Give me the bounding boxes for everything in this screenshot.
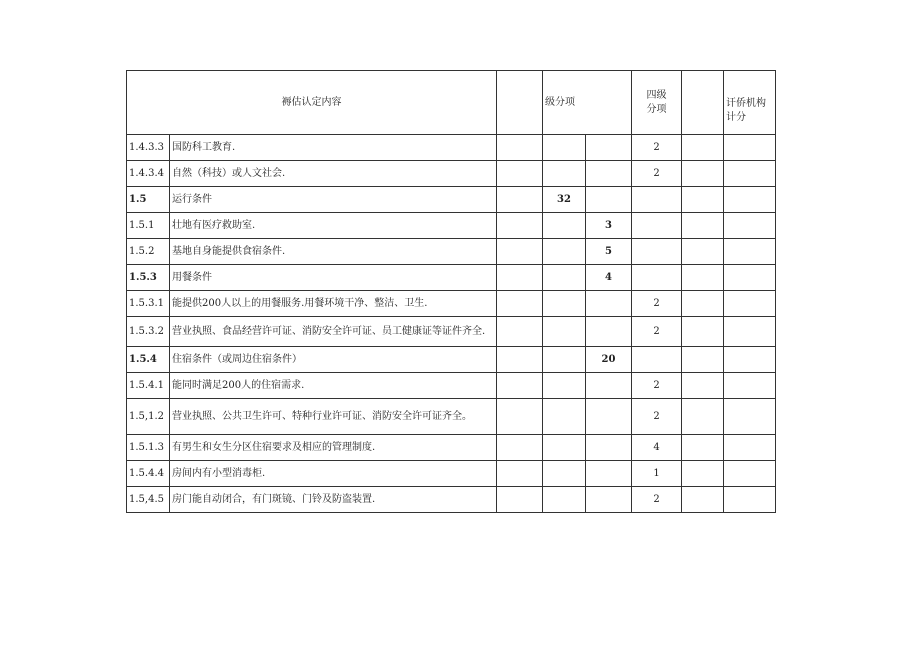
table-row <box>127 265 776 291</box>
table-row <box>127 135 776 161</box>
table-row <box>127 161 776 187</box>
blank-cell <box>682 435 724 461</box>
table-row <box>127 373 776 399</box>
level3-score <box>586 373 632 399</box>
level3-score: 20 <box>586 347 632 373</box>
table-row <box>127 291 776 317</box>
item-text: 能提供200人以上的用餐服务.用餐环境干净、整洁、卫生. <box>170 291 497 317</box>
org-score-cell <box>724 265 776 291</box>
item-code: 1.5.4 <box>127 347 170 373</box>
item-code: 1.5,1.2 <box>127 399 170 435</box>
blank-cell <box>497 347 543 373</box>
level4-score: 1 <box>632 461 682 487</box>
blank-cell <box>497 373 543 399</box>
level4-score: 2 <box>632 399 682 435</box>
level3-score <box>586 399 632 435</box>
level3-score <box>586 317 632 347</box>
org-score-cell <box>724 347 776 373</box>
blank-cell <box>682 161 724 187</box>
table-body <box>127 135 776 513</box>
level4-header <box>632 71 682 135</box>
table-row <box>127 317 776 347</box>
org-score-header <box>724 71 776 135</box>
blank-cell <box>497 161 543 187</box>
item-text: 房门能自动闭合，有门斑镜、门铃及防盗装置. <box>170 487 497 513</box>
level3-score: 4 <box>586 265 632 291</box>
level3-score: 5 <box>586 239 632 265</box>
org-score-cell <box>724 317 776 347</box>
level2-score <box>543 373 586 399</box>
blank-cell <box>497 265 543 291</box>
item-text: 用餐条件 <box>170 265 497 291</box>
level4-score: 2 <box>632 161 682 187</box>
level2-score <box>543 347 586 373</box>
item-text: 营业执照、食品经营许可证、消防安全许可证、员工健康证等证件齐全. <box>170 317 497 347</box>
level4-score: 4 <box>632 435 682 461</box>
level4-score: 2 <box>632 487 682 513</box>
blank-cell <box>682 487 724 513</box>
level4-score: 2 <box>632 373 682 399</box>
level2-score <box>543 435 586 461</box>
blank-cell <box>682 347 724 373</box>
org-score-cell <box>724 373 776 399</box>
item-code: 1.5.2 <box>127 239 170 265</box>
org-score-cell <box>724 213 776 239</box>
level2-score <box>543 291 586 317</box>
level2-score <box>543 317 586 347</box>
header-blank-2 <box>682 71 724 135</box>
item-code: 1.4.3.3 <box>127 135 170 161</box>
item-code: 1.5.1 <box>127 213 170 239</box>
level3-score <box>586 135 632 161</box>
org-score-cell <box>724 487 776 513</box>
content-header <box>127 71 497 135</box>
level4-score: 2 <box>632 317 682 347</box>
level3-score <box>586 435 632 461</box>
level3-score <box>586 487 632 513</box>
level2-score <box>543 213 586 239</box>
evaluation-table <box>126 70 776 513</box>
blank-cell <box>682 265 724 291</box>
org-score-header-line2: 计分 <box>726 111 746 123</box>
blank-cell <box>682 213 724 239</box>
org-score-cell <box>724 435 776 461</box>
table-row <box>127 239 776 265</box>
header-blank-1 <box>497 71 543 135</box>
blank-cell <box>682 135 724 161</box>
level3-score <box>586 161 632 187</box>
level3-score <box>586 291 632 317</box>
blank-cell <box>497 213 543 239</box>
table-row <box>127 399 776 435</box>
blank-cell <box>682 239 724 265</box>
org-score-cell <box>724 161 776 187</box>
blank-cell <box>682 291 724 317</box>
level4-score <box>632 213 682 239</box>
level4-header-line1: 四级 <box>646 89 667 101</box>
org-score-cell <box>724 135 776 161</box>
level4-score <box>632 187 682 213</box>
org-score-header-line1: 讦侨机构 <box>726 97 766 109</box>
item-text: 能同时满足200人的住宿需求. <box>170 373 497 399</box>
org-score-cell <box>724 239 776 265</box>
table-row <box>127 187 776 213</box>
header-row <box>127 71 776 135</box>
blank-cell <box>682 373 724 399</box>
level2-score <box>543 487 586 513</box>
blank-cell <box>682 399 724 435</box>
blank-cell <box>497 187 543 213</box>
org-score-cell <box>724 461 776 487</box>
table-row <box>127 487 776 513</box>
blank-cell <box>497 435 543 461</box>
level2-score <box>543 265 586 291</box>
blank-cell <box>497 239 543 265</box>
item-text: 营业执照、公共卫生许可、特种行业许可证、消防安全许可证齐全。 <box>170 399 497 435</box>
blank-cell <box>497 399 543 435</box>
level3-header-label: 级分项 <box>545 96 575 108</box>
item-text: 壮地有医疗救助室. <box>170 213 497 239</box>
item-code: 1.4.3.4 <box>127 161 170 187</box>
blank-cell <box>497 461 543 487</box>
level4-score <box>632 265 682 291</box>
item-text: 国防科工教育. <box>170 135 497 161</box>
level4-score <box>632 347 682 373</box>
level2-score <box>543 461 586 487</box>
blank-cell <box>497 135 543 161</box>
level3-header <box>543 71 632 135</box>
blank-cell <box>682 187 724 213</box>
table-row <box>127 435 776 461</box>
org-score-cell <box>724 399 776 435</box>
org-score-cell <box>724 291 776 317</box>
item-text: 房间内有小型消毒柜. <box>170 461 497 487</box>
blank-cell <box>497 487 543 513</box>
org-score-cell <box>724 187 776 213</box>
item-code: 1.5.3.2 <box>127 317 170 347</box>
level3-score <box>586 187 632 213</box>
level3-score <box>586 461 632 487</box>
level4-score: 2 <box>632 135 682 161</box>
level4-score <box>632 239 682 265</box>
item-text: 运行条件 <box>170 187 497 213</box>
blank-cell <box>682 461 724 487</box>
item-code: 1.5 <box>127 187 170 213</box>
item-text: 有男生和女生分区住宿要求及相应的管理制度. <box>170 435 497 461</box>
blank-cell <box>497 291 543 317</box>
table-row <box>127 347 776 373</box>
content-header-label: 褥估认定内容 <box>281 96 342 108</box>
level4-score: 2 <box>632 291 682 317</box>
item-text: 基地自身能提供食宿条件. <box>170 239 497 265</box>
table-row <box>127 213 776 239</box>
table-row <box>127 461 776 487</box>
item-text: 自然（科技）或人文社会. <box>170 161 497 187</box>
level2-score: 32 <box>543 187 586 213</box>
item-code: 1.5.4.1 <box>127 373 170 399</box>
blank-cell <box>682 317 724 347</box>
level2-score <box>543 399 586 435</box>
item-text: 住宿条件（或周边住宿条件） <box>170 347 497 373</box>
item-code: 1.5.4.4 <box>127 461 170 487</box>
level4-header-line2: 分项 <box>646 103 667 115</box>
level2-score <box>543 161 586 187</box>
item-code: 1.5.1.3 <box>127 435 170 461</box>
item-code: 1.5,4.5 <box>127 487 170 513</box>
blank-cell <box>497 317 543 347</box>
level2-score <box>543 239 586 265</box>
level2-score <box>543 135 586 161</box>
item-code: 1.5.3 <box>127 265 170 291</box>
level3-score: 3 <box>586 213 632 239</box>
item-code: 1.5.3.1 <box>127 291 170 317</box>
